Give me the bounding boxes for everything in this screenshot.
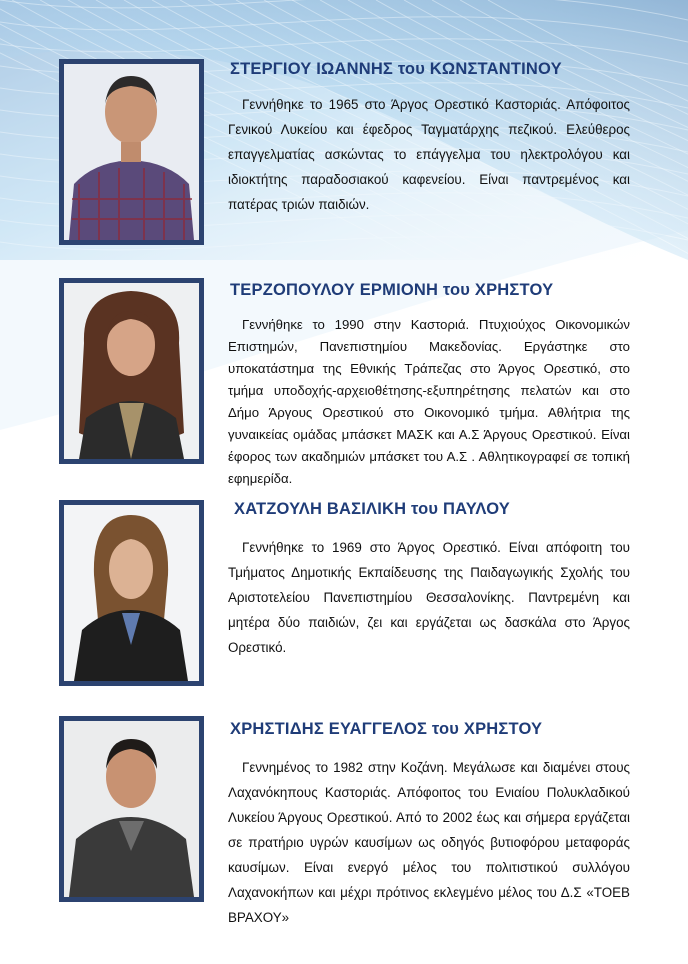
portrait-photo xyxy=(64,721,199,897)
portrait-frame xyxy=(59,500,204,686)
portrait-photo xyxy=(64,505,199,681)
portrait-photo xyxy=(64,283,199,459)
portrait-photo xyxy=(64,64,199,240)
portrait-frame xyxy=(59,59,204,245)
person-name: ΣΤΕΡΓΙΟΥ ΙΩΑΝΝΗΣ του ΚΩΝΣΤΑΝΤΙΝΟΥ xyxy=(230,60,562,78)
person-name: ΤΕΡΖΟΠΟΥΛΟΥ ΕΡΜΙΟΝΗ του ΧΡΗΣΤΟΥ xyxy=(230,281,554,299)
person-bio: Γεννήθηκε το 1990 στην Καστοριά. Πτυχιούχος Οικονομικών Επιστημών, Πανεπιστημίου Μακεδονίας. Εργάστηκε στο υποκατάστημα της Εθνικής Τράπεζας στο Άργος Ορεστικό, στο τμήμα υποδοχής-αρχειοθέτησης-εξυπηρέτησης πελατών και στο Δήμο Άργους Ορεστικού στο Οικονομικό τμήμα. Αθλήτρια της γυναικείας ομάδας μπάσκετ ΜΑΣΚ και Α.Σ Άργους Ορεστικού. Είναι έφορος των ακαδημιών μπάσκετ του Α.Σ . Αθλητικογραφεί σε τοπική εφημερίδα. xyxy=(228,317,630,486)
portrait-frame xyxy=(59,716,204,902)
person-bio: Γεννήθηκε το 1965 στο Άργος Ορεστικό Καστοριάς. Απόφοιτος Γενικού Λυκείου και έφεδρος Ταγματάρχης πεζικού. Ελεύθερος επαγγελματίας ασκώντας το επάγγελμα του ηλεκτρολόγου και ιδιοκτήτης παραδοσιακού καφενείου. Είναι παντρεμένος και πατέρας τριών παιδιών. xyxy=(228,97,630,212)
person-name: ΧΑΤΖΟΥΛΗ ΒΑΣΙΛΙΚΗ του ΠΑΥΛΟΥ xyxy=(234,500,510,518)
portrait-frame xyxy=(59,278,204,464)
person-name: ΧΡΗΣΤΙΔΗΣ ΕΥΑΓΓΕΛΟΣ του ΧΡΗΣΤΟΥ xyxy=(230,720,543,738)
person-bio: Γεννημένος το 1982 στην Κοζάνη. Μεγάλωσε και διαμένει στους Λαχανόκηπους Καστοριάς. Απόφοιτος του Ενιαίου Πολυκλαδικού Λυκείου Άργους Ορεστικού. Από το 2002 έως και σήμερα εργάζεται σε πρατήριο υγρών καυσίμων ως οδηγός βυτιοφόρου μεταφοράς καυσίμων. Είναι ενεργό μέλος του πολιτιστικού συλλόγου Λαχανοκήπων και μέχρι πρότινος εκλεγμένο μέλος του Δ.Σ «ΤΟΕΒ ΒΡΑΧΟΥ» xyxy=(228,760,630,925)
person-bio: Γεννήθηκε το 1969 στο Άργος Ορεστικό. Είναι απόφοιτη του Τμήματος Δημοτικής Εκπαίδευσης της Παιδαγωγικής Σχολής του Αριστοτελείου Πανεπιστημίου Θεσσαλονίκης. Παντρεμένη και μητέρα δύο παιδιών, ζει και εργάζεται ως δασκάλα στο Άργος Ορεστικό. xyxy=(228,540,630,655)
